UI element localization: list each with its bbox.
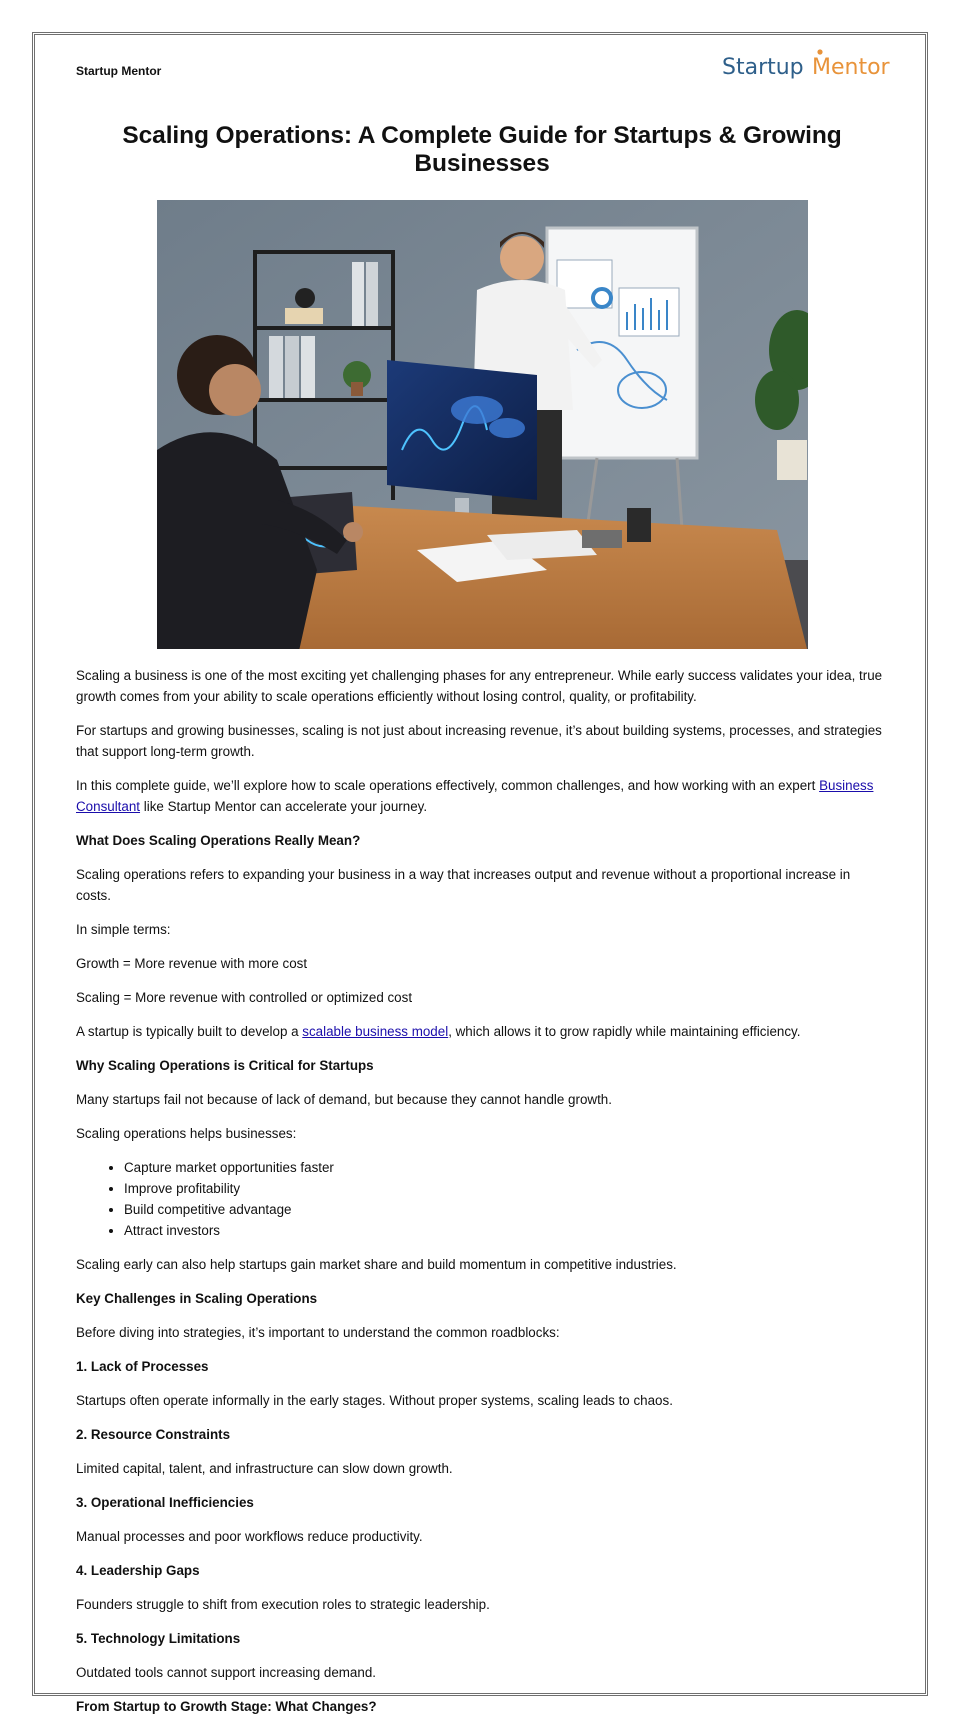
list-item: • Attract investors	[124, 1220, 888, 1241]
scalable-business-model-link[interactable]: scalable business model	[302, 1024, 449, 1039]
logo-head-icon	[817, 49, 822, 54]
challenge-title: 1. Lack of Processes	[76, 1359, 209, 1374]
list-item: • Build competitive advantage	[124, 1199, 888, 1220]
benefits-list	[76, 1157, 888, 1241]
meaning-paragraph-2: In simple terms:	[76, 922, 171, 937]
meaning-p5-after: , which allows it to grow rapidly while maintaining efficiency.	[448, 1024, 801, 1039]
challenges-intro: Before diving into strategies, it’s important to understand the common roadblocks:	[76, 1325, 560, 1340]
meaning-paragraph-4: Scaling = More revenue with controlled or optimized cost	[76, 990, 413, 1005]
intro-p3-after: like Startup Mentor can accelerate your journey.	[140, 799, 428, 814]
startup-mentor-logo	[720, 44, 892, 84]
challenge-text: Startups often operate informally in the early stages. Without proper systems, scaling leads to chaos.	[76, 1393, 673, 1408]
heading-why-scaling: Why Scaling Operations is Critical for Startups	[76, 1058, 374, 1073]
challenge-title: 2. Resource Constraints	[76, 1427, 231, 1442]
meaning-paragraph-3: Growth = More revenue with more cost	[76, 956, 308, 971]
logo-word-mentor: Mentor	[812, 55, 890, 80]
challenge-title: 5. Technology Limitations	[76, 1631, 241, 1646]
intro-paragraph-2: For startups and growing businesses, scaling is not just about increasing revenue, it’s about building systems, processes, and strategies that support long-term growth.	[76, 723, 882, 759]
why-paragraph-2: Scaling operations helps businesses:	[76, 1126, 297, 1141]
list-item: • Improve profitability	[124, 1178, 888, 1199]
why-paragraph-3: Scaling early can also help startups gain market share and build momentum in competitive industries.	[76, 1257, 677, 1272]
challenge-title: 4. Leadership Gaps	[76, 1563, 200, 1578]
meaning-p5-before: A startup is typically built to develop a	[76, 1024, 303, 1039]
list-item: • Capture market opportunities faster	[124, 1157, 888, 1178]
challenge-text: Outdated tools cannot support increasing demand.	[76, 1665, 376, 1680]
heading-startup-to-growth: From Startup to Growth Stage: What Changes?	[76, 1699, 377, 1714]
document-body	[76, 55, 890, 1730]
challenge-text: Founders struggle to shift from execution roles to strategic leadership.	[76, 1597, 490, 1612]
business-meeting-photo-icon	[157, 200, 808, 649]
intro-paragraph-3	[76, 775, 888, 817]
challenge-text: Manual processes and poor workflows reduce productivity.	[76, 1529, 423, 1544]
intro-p3-before: In this complete guide, we’ll explore how to scale operations effectively, common challenges, and how working with an expert	[76, 778, 820, 793]
challenge-title: 3. Operational Inefficiencies	[76, 1495, 254, 1510]
page-title: Scaling Operations: A Complete Guide for Startups & Growing Businesses	[122, 122, 842, 177]
business-consultant-link[interactable]: Business Consultant	[76, 778, 874, 814]
challenge-text: Limited capital, talent, and infrastructure can slow down growth.	[76, 1461, 453, 1476]
document-header	[76, 55, 890, 88]
hero-image	[157, 200, 808, 649]
intro-paragraph-1: Scaling a business is one of the most exciting yet challenging phases for any entrepreneur. While early success validates your idea, true growth comes from your ability to scale operations efficiently without losing control, quality, or profitability.	[76, 668, 883, 704]
heading-key-challenges: Key Challenges in Scaling Operations	[76, 1291, 318, 1306]
meaning-paragraph-1: Scaling operations refers to expanding your business in a way that increases output and revenue without a proportional increase in costs.	[76, 867, 851, 903]
logo-word-startup: Startup	[722, 55, 804, 80]
article-content	[76, 665, 888, 1717]
heading-scaling-meaning: What Does Scaling Operations Really Mean?	[76, 833, 361, 848]
meaning-paragraph-5	[76, 1021, 888, 1042]
header-brand-text: Startup Mentor	[76, 64, 162, 78]
why-paragraph-1: Many startups fail not because of lack of demand, but because they cannot handle growth.	[76, 1092, 612, 1107]
